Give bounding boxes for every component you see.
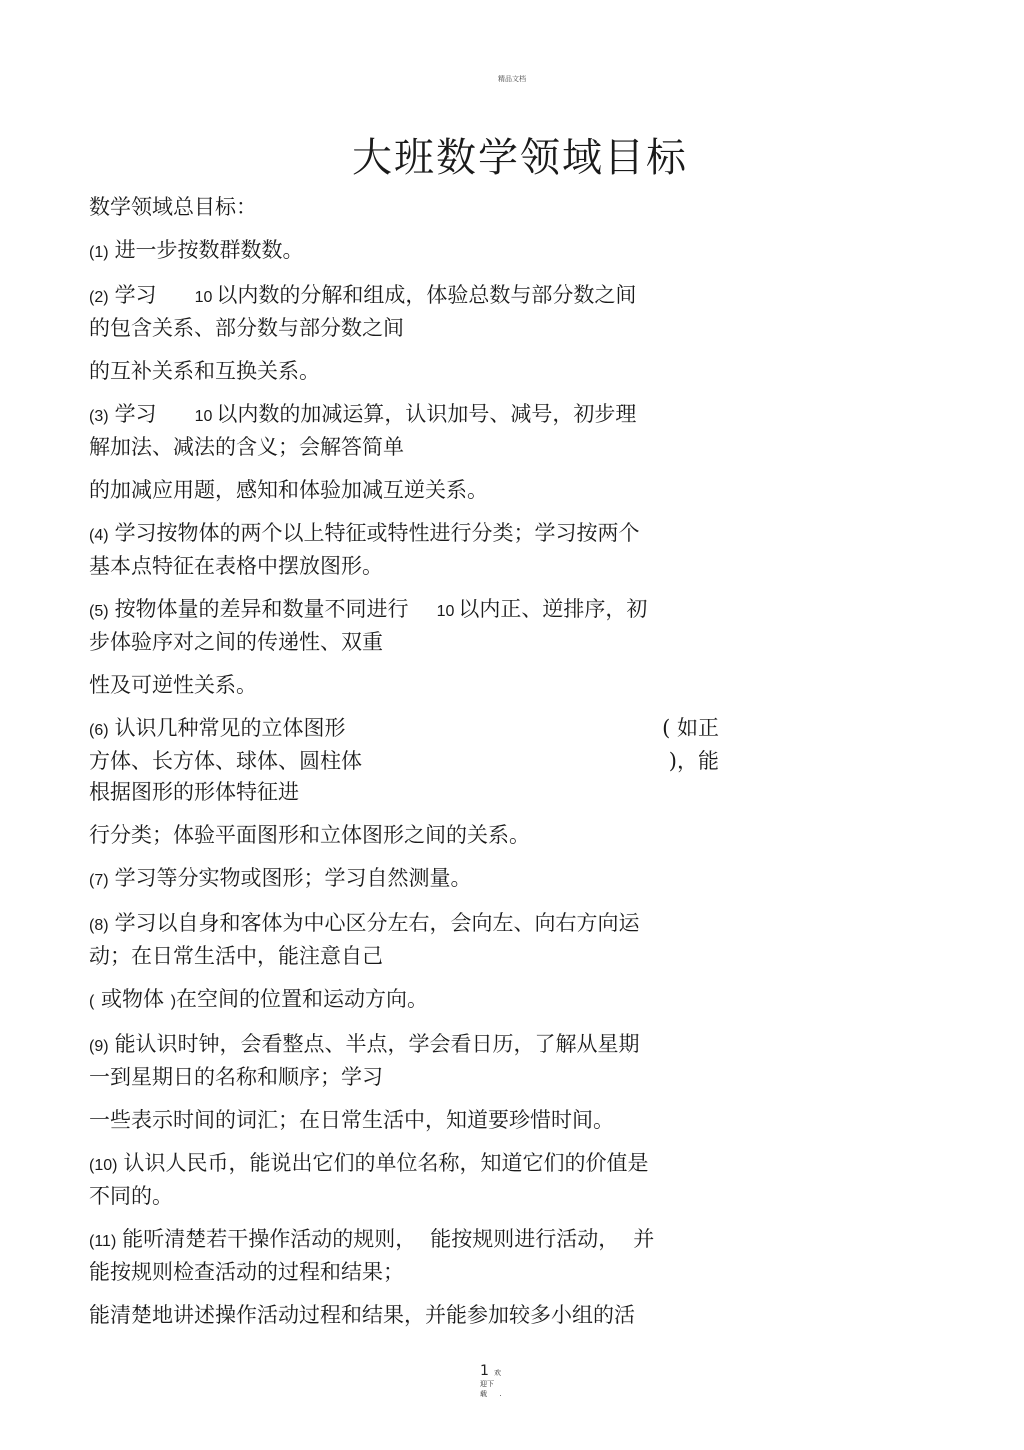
footer-text: . xyxy=(499,1390,502,1398)
goal-item-5 xyxy=(89,594,719,701)
item-text: 进一步按数群数数。 xyxy=(114,238,304,262)
item-text: 基本点特征在表格中摆放图形。 xyxy=(89,554,383,578)
footer-text: 迎下 xyxy=(480,1380,494,1388)
goal-item-8 xyxy=(89,908,719,1017)
item-number: (10) xyxy=(89,1157,118,1174)
item-text: 根据图形的形体特征进 xyxy=(89,780,299,804)
item-text: 或物体 xyxy=(101,987,165,1011)
item-number: (1) xyxy=(89,244,109,261)
item-text: 的互补关系和互换关系。 xyxy=(89,359,320,383)
item-text: 认识人民币，能说出它们的单位名称，知道它们的价值是 xyxy=(123,1151,649,1175)
item-text: 认识几种常见的立体图形 xyxy=(114,716,346,740)
goal-item-6 xyxy=(89,713,719,851)
item-text: 并 xyxy=(633,1227,655,1251)
item-text: 学习等分实物或图形；学习自然测量。 xyxy=(114,866,472,890)
header-watermark: 精品文档 xyxy=(498,75,526,83)
item-text: 方体、长方体、球体、圆柱体 xyxy=(89,749,362,773)
item-number: (2) xyxy=(89,289,109,306)
document-body xyxy=(89,192,719,1331)
intro-line: 数学领域总目标： xyxy=(89,195,257,219)
item-text: 学习 xyxy=(114,283,157,307)
item-text: 能清楚地讲述操作活动过程和结果，并能参加较多小组的活 xyxy=(89,1303,635,1327)
item-text: 性及可逆性关系。 xyxy=(89,673,257,697)
item-text: 能听清楚若干操作活动的规则， xyxy=(122,1227,417,1251)
item-text: ( 如正 xyxy=(662,716,719,740)
footer-text: 载 xyxy=(480,1390,487,1398)
item-text: 步体验序对之间的传递性、双重 xyxy=(89,630,383,654)
page-number: 1 xyxy=(480,1363,489,1379)
item-text: 不同的。 xyxy=(89,1184,173,1208)
item-text: )，能 xyxy=(668,749,719,773)
item-number: (4) xyxy=(89,527,109,544)
item-text: 一些表示时间的词汇；在日常生活中，知道要珍惜时间。 xyxy=(89,1108,614,1132)
item-text: 行分类；体验平面图形和立体图形之间的关系。 xyxy=(89,823,530,847)
item-text: 能按规则进行活动， xyxy=(430,1227,620,1251)
item-number: (3) xyxy=(89,408,109,425)
item-number-inline: 10 xyxy=(436,603,455,620)
goal-item-9 xyxy=(89,1029,719,1136)
goal-item-1 xyxy=(89,235,719,268)
item-number: (11) xyxy=(89,1233,117,1250)
item-text: 学习以自身和客体为中心区分左右，会向左、向右方向运 xyxy=(114,911,640,935)
item-text: 在空间的位置和运动方向。 xyxy=(176,987,429,1011)
item-text: 以内数的分解和组成，体验总数与部分数之间 xyxy=(216,283,637,307)
goal-item-10 xyxy=(89,1148,719,1212)
item-number: (9) xyxy=(89,1038,109,1055)
goal-item-3 xyxy=(89,399,719,506)
item-number-inline: 10 xyxy=(194,289,213,306)
goal-item-2 xyxy=(89,280,719,387)
item-text: 动；在日常生活中，能注意自己 xyxy=(89,944,383,968)
item-text: 学习 xyxy=(114,402,157,426)
page-title: 大班数学领域目标 xyxy=(352,135,688,181)
goal-item-4 xyxy=(89,518,719,582)
item-text: 以内数的加减运算，认识加号、减号，初步理 xyxy=(216,402,637,426)
item-text: 解加法、减法的含义；会解答简单 xyxy=(89,435,404,459)
item-text: 的包含关系、部分数与部分数之间 xyxy=(89,316,404,340)
footer-text: 欢 xyxy=(494,1369,502,1377)
goal-item-11 xyxy=(89,1224,719,1331)
item-number: (6) xyxy=(89,722,109,739)
item-text: ) xyxy=(170,993,177,1010)
page-footer xyxy=(480,1360,540,1399)
item-text: 以内正、逆排序，初 xyxy=(458,597,648,621)
item-text: 的加减应用题，感知和体验加减互逆关系。 xyxy=(89,478,488,502)
item-number-inline: 10 xyxy=(194,408,213,425)
item-number: (5) xyxy=(89,603,109,620)
item-text: 学习按物体的两个以上特征或特性进行分类；学习按两个 xyxy=(114,521,640,545)
goal-item-7 xyxy=(89,863,719,896)
item-text: 能认识时钟，会看整点、半点，学会看日历，了解从星期 xyxy=(114,1032,640,1056)
item-number: (7) xyxy=(89,872,109,889)
item-text: 按物体量的差异和数量不同进行 xyxy=(114,597,409,621)
item-text: 一到星期日的名称和顺序；学习 xyxy=(89,1065,383,1089)
item-text: 能按规则检查活动的过程和结果； xyxy=(89,1260,404,1284)
item-text: ( xyxy=(89,993,95,1010)
item-number: (8) xyxy=(89,917,109,934)
